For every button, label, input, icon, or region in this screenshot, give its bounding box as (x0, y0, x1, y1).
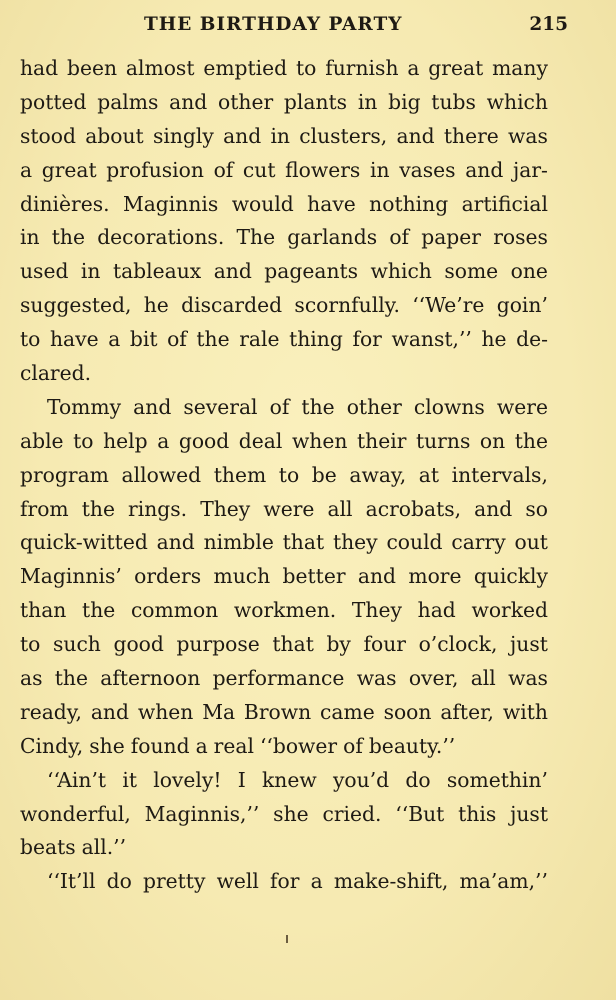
word: found (130, 733, 190, 758)
word: clusters, (299, 123, 388, 148)
word: turns (415, 428, 471, 453)
word: good (113, 632, 164, 657)
text-line (20, 323, 548, 357)
word: a (310, 869, 323, 894)
word: They (351, 598, 402, 623)
word: rings. (128, 496, 188, 521)
text-line (20, 459, 548, 493)
word: had (20, 56, 59, 80)
text-line (20, 425, 548, 459)
word: tubs (431, 89, 476, 114)
word: The (236, 225, 276, 250)
word: in (80, 259, 101, 284)
print-mark (286, 935, 288, 943)
word: such (52, 632, 101, 657)
body-text (20, 52, 548, 899)
word: Ma (202, 699, 236, 724)
word: he (143, 293, 169, 318)
word: ‘‘We’re (412, 293, 485, 318)
word: beauty.’’ (368, 733, 456, 758)
word: a (108, 327, 121, 352)
word: beats (20, 835, 76, 860)
word: knew (262, 767, 317, 792)
word: dinières. (20, 191, 110, 216)
word: profusion (106, 157, 204, 182)
word: almost (125, 56, 195, 80)
word: you’d (332, 767, 390, 792)
word: by (326, 632, 351, 657)
word: the (301, 394, 335, 419)
word: have (307, 191, 356, 216)
word: the (54, 666, 88, 691)
word: big (388, 89, 421, 114)
word: do (405, 767, 431, 792)
word: just (510, 801, 548, 826)
word: away, (349, 462, 407, 487)
word: goin’ (496, 293, 548, 318)
word: been (66, 56, 118, 80)
word: and (465, 157, 504, 182)
word: she (273, 801, 309, 826)
text-line (20, 493, 548, 527)
word: Maginnis’ (20, 564, 122, 589)
word: of (343, 733, 363, 758)
word: do (106, 869, 132, 894)
word: clared. (20, 361, 92, 386)
word: be (311, 462, 337, 487)
word: when (137, 699, 194, 724)
word: cried. (322, 801, 382, 826)
word: of (269, 394, 290, 419)
word: stood (20, 123, 76, 148)
word: the (81, 496, 115, 521)
word: would (231, 191, 294, 216)
word: rale (239, 327, 280, 352)
word: it (122, 767, 137, 792)
word: to (296, 56, 317, 80)
word: she (89, 733, 125, 758)
word: to (73, 428, 94, 453)
word: afternoon (100, 666, 201, 691)
text-line (20, 628, 548, 662)
word: nimble (203, 530, 274, 555)
word: clowns (413, 394, 485, 419)
word: came (320, 699, 375, 724)
word: at (418, 462, 440, 487)
word: all (470, 666, 496, 691)
word: allowed (121, 462, 202, 487)
text-line (20, 154, 548, 188)
word: suggested, (20, 293, 132, 318)
word: make-shift, (333, 869, 449, 894)
word: great (41, 157, 97, 182)
word: used (20, 259, 69, 284)
word: and (474, 496, 513, 521)
text-line (20, 764, 548, 798)
word: one (510, 259, 548, 284)
text-line (20, 188, 548, 222)
word: artificial (461, 191, 548, 216)
word: cut (242, 157, 276, 182)
word: he (481, 327, 507, 352)
word: all (327, 496, 353, 521)
word: purpose (176, 632, 260, 657)
word: wanst,’’ (391, 327, 472, 352)
text-line (20, 696, 548, 730)
text-line (20, 120, 548, 154)
page-number: 215 (529, 14, 568, 35)
word: a (407, 56, 420, 80)
word: of (389, 225, 410, 250)
word: common (130, 598, 219, 623)
word: wonderful, (20, 801, 131, 826)
word: to (20, 327, 41, 352)
word: ‘‘bower (259, 733, 338, 758)
word: much (213, 564, 271, 589)
word: that (282, 530, 325, 555)
word: and (396, 123, 435, 148)
word: and (90, 699, 129, 724)
word: the (51, 225, 85, 250)
word: I (237, 767, 246, 792)
chapter-title: THE BIRTHDAY PARTY (144, 14, 403, 35)
word: ‘‘Ain’t (47, 767, 107, 792)
word: vases (399, 157, 456, 182)
word: jar- (512, 157, 548, 182)
word: four (363, 632, 406, 657)
word: able (20, 428, 64, 453)
word: could (386, 530, 443, 555)
word: the (514, 428, 548, 453)
text-line (20, 730, 548, 764)
word: in (270, 123, 290, 148)
word: carry (451, 530, 506, 555)
text-line (20, 391, 548, 425)
text-line (20, 594, 548, 628)
word: when (291, 428, 348, 453)
word: which (370, 259, 432, 284)
word: them (213, 462, 267, 487)
word: from (20, 496, 69, 521)
word: in (369, 157, 390, 182)
word: orders (134, 564, 202, 589)
word: were (496, 394, 548, 419)
text-line (20, 221, 548, 255)
word: and (223, 123, 262, 148)
word: several (183, 394, 258, 419)
word: and (156, 530, 195, 555)
word: some (444, 259, 499, 284)
word: flowers (285, 157, 361, 182)
word: good (178, 428, 230, 453)
word: this (458, 801, 497, 826)
word: discarded (181, 293, 283, 318)
word: help (103, 428, 148, 453)
word: quick-witted (20, 530, 148, 555)
word: roses (493, 225, 548, 250)
word: singly (152, 123, 214, 148)
word: and (133, 394, 172, 419)
word: Maginnis (122, 191, 219, 216)
word: many (492, 56, 548, 80)
word: after, (440, 699, 494, 724)
word: that (272, 632, 314, 657)
word: ma’am,’’ (459, 869, 548, 894)
word: emptied (203, 56, 288, 80)
word: workmen. (233, 598, 337, 623)
text-line (20, 526, 548, 560)
word: was (356, 666, 397, 691)
running-head (24, 14, 568, 42)
word: Tommy (47, 394, 122, 419)
word: They (200, 496, 251, 521)
word: which (486, 89, 548, 114)
word: all.’’ (81, 835, 127, 860)
word: soon (383, 699, 432, 724)
word: their (357, 428, 407, 453)
word: were (263, 496, 315, 521)
word: furnish (325, 56, 399, 80)
text-line (20, 662, 548, 696)
text-line (20, 52, 548, 86)
word: of (213, 157, 234, 182)
word: pageants (264, 259, 359, 284)
word: real (213, 733, 254, 758)
word: to (278, 462, 300, 487)
word: the (82, 598, 116, 623)
text-line (20, 798, 548, 832)
word: other (218, 89, 274, 114)
word: over, (408, 666, 459, 691)
text-line (20, 357, 548, 391)
word: a (195, 733, 208, 758)
text-line (20, 865, 548, 899)
word: great (428, 56, 484, 80)
word: scornfully. (294, 293, 400, 318)
text-line (20, 255, 548, 289)
text-line (20, 560, 548, 594)
word: on (479, 428, 506, 453)
word: ready, (20, 699, 82, 724)
word: in (20, 225, 40, 250)
word: garlands (287, 225, 378, 250)
word: in (357, 89, 378, 114)
word: and (357, 564, 397, 589)
word: paper (421, 225, 481, 250)
word: have (49, 327, 99, 352)
word: o’clock, (418, 632, 498, 657)
word: a (20, 157, 33, 182)
word: was (508, 123, 548, 148)
word: for (270, 869, 300, 894)
word: intervals, (451, 462, 548, 487)
word: had (417, 598, 456, 623)
word: thing (289, 327, 343, 352)
word: they (332, 530, 378, 555)
word: was (508, 666, 548, 691)
word: and (213, 259, 252, 284)
word: just (509, 632, 548, 657)
word: a (157, 428, 170, 453)
text-line (20, 289, 548, 323)
text-line (20, 831, 548, 865)
word: potted (20, 89, 87, 114)
word: better (282, 564, 346, 589)
word: there (443, 123, 499, 148)
word: Cindy, (20, 733, 84, 758)
word: acrobats, (365, 496, 462, 521)
word: performance (212, 666, 345, 691)
word: more (408, 564, 462, 589)
word: ‘‘But (395, 801, 445, 826)
word: about (85, 123, 144, 148)
word: the (196, 327, 230, 352)
word: lovely! (153, 767, 222, 792)
word: tableaux (112, 259, 202, 284)
word: ‘‘It’ll (47, 869, 96, 894)
word: for (352, 327, 382, 352)
word: worked (471, 598, 548, 623)
word: pretty (142, 869, 206, 894)
word: with (502, 699, 548, 724)
word: to (20, 632, 41, 657)
word: than (20, 598, 67, 623)
word: de- (516, 327, 548, 352)
word: quickly (473, 564, 548, 589)
word: of (167, 327, 187, 352)
word: decorations. (97, 225, 225, 250)
word: well (216, 869, 259, 894)
word: Brown (243, 699, 312, 724)
word: as (20, 666, 43, 691)
word: Maginnis,’’ (144, 801, 260, 826)
word: bit (129, 327, 158, 352)
word: palms (97, 89, 159, 114)
word: somethin’ (446, 767, 548, 792)
word: so (525, 496, 548, 521)
word: plants (283, 89, 348, 114)
word: and (169, 89, 208, 114)
word: out (514, 530, 548, 555)
word: other (346, 394, 402, 419)
word: nothing (369, 191, 449, 216)
word: deal (238, 428, 283, 453)
word: program (20, 462, 109, 487)
text-line (20, 86, 548, 120)
